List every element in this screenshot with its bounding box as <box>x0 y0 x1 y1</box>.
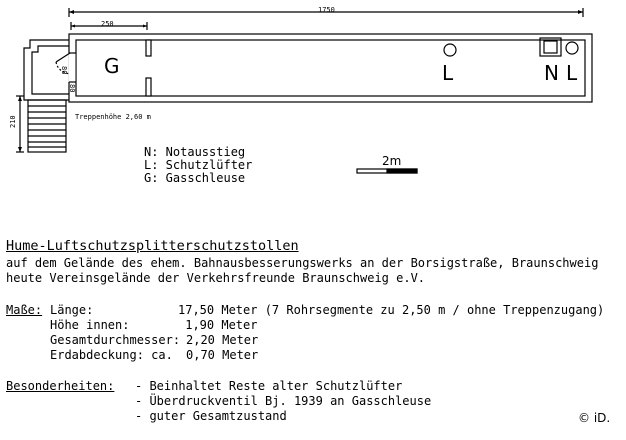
besonderheiten-item: - Beinhaltet Reste alter Schutzlüfter <box>135 379 403 393</box>
besonderheiten-item: - Überdruckventil Bj. 1939 an Gasschleuse <box>135 394 432 408</box>
description-line-2: heute Vereinsgelände der Verkehrsfreunde Braunschweig e.V. <box>6 271 426 285</box>
stair-height-label: 210 <box>9 115 17 128</box>
room-label-g: G <box>104 54 120 78</box>
masse-value-cover: 0,70 Meter <box>186 348 259 362</box>
besonderheiten-heading: Besonderheiten: <box>6 379 115 393</box>
lock-length-label: 250 <box>101 20 114 28</box>
masse-label-length: Länge: <box>50 303 94 317</box>
masse-heading: Maße: <box>6 303 43 317</box>
floor-plan <box>0 0 626 200</box>
description-line-1: auf dem Gelände des ehem. Bahnausbesserungswerks an der Borsigstraße, Braunschweig <box>6 256 599 270</box>
scale-bar-label: 2m <box>382 154 402 168</box>
masse-value-length: 17,50 Meter (7 Rohrsegmente zu 2,50 m / ohne Treppenzugang) <box>178 303 605 317</box>
legend-item-n: N: Notausstieg <box>144 145 246 159</box>
masse-label-diameter: Gesamtdurchmesser: <box>50 333 181 347</box>
total-length-label: 1750 <box>318 6 335 14</box>
page-title: Hume-Luftschutzsplitterschutzstollen <box>6 238 299 254</box>
masse-label-cover: Erdabdeckung: ca. <box>50 348 173 362</box>
room-label-l2: L <box>566 61 578 85</box>
masse-value-height: 1,90 Meter <box>178 318 258 332</box>
door-width-label-2: 80 <box>68 84 76 93</box>
copyright-notice: © iD. <box>578 411 611 425</box>
room-label-n: N <box>544 61 559 85</box>
masse-label-height: Höhe innen: <box>50 318 130 332</box>
legend-item-l: L: Schutzlüfter <box>144 158 253 172</box>
room-label-l: L <box>442 61 454 85</box>
door-width-label-1: 80 <box>60 66 68 75</box>
stair-note: Treppenhöhe 2,60 m <box>75 113 151 121</box>
masse-value-diameter: 2,20 Meter <box>186 333 259 347</box>
legend-item-g: G: Gasschleuse <box>144 171 246 185</box>
besonderheiten-item: - guter Gesamtzustand <box>135 409 287 423</box>
